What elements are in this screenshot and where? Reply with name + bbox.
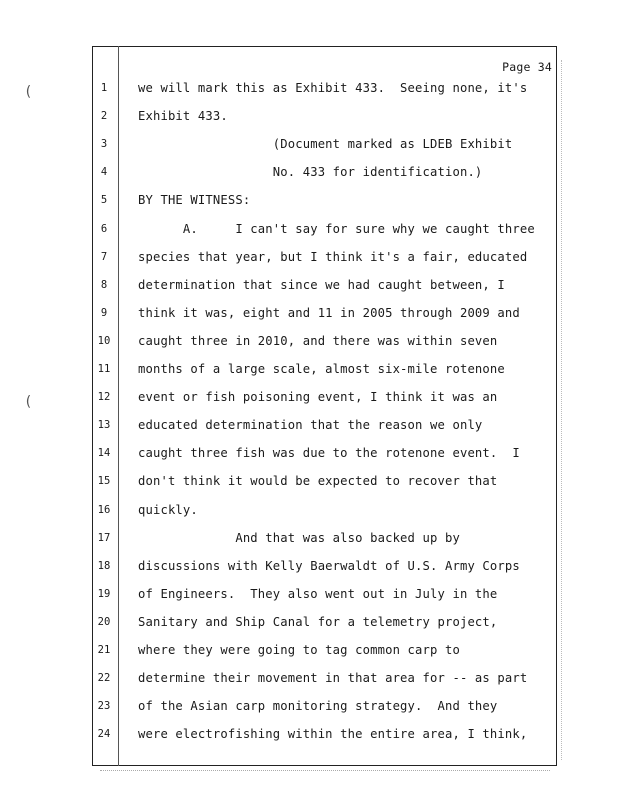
line-text: of the Asian carp monitoring strategy. And they	[138, 699, 498, 714]
line-number: 5	[100, 194, 108, 207]
line-text: educated determination that the reason we only	[138, 418, 483, 433]
transcript-line	[0, 473, 618, 493]
transcript-line	[0, 530, 618, 550]
line-number: 12	[97, 391, 111, 404]
transcript-line	[0, 417, 618, 437]
transcript-line	[0, 586, 618, 606]
line-text: Exhibit 433.	[138, 109, 228, 124]
scan-artifact-bottom	[100, 770, 550, 771]
line-number: 7	[100, 250, 108, 263]
line-number: 8	[100, 278, 108, 291]
line-text: caught three fish was due to the rotenone event. I	[138, 446, 520, 461]
line-number: 21	[97, 644, 111, 656]
transcript-line	[0, 221, 618, 241]
line-number: 16	[97, 503, 111, 516]
transcript-line	[0, 277, 618, 297]
transcript-line	[0, 642, 618, 662]
line-text: A. I can't say for sure why we caught three	[138, 221, 535, 236]
page-number: Page 34	[502, 60, 552, 74]
transcript-line	[0, 108, 618, 128]
line-text: don't think it would be expected to recover that	[138, 474, 498, 489]
line-number: 15	[97, 475, 111, 488]
line-text: discussions with Kelly Baerwaldt of U.S. Army Corps	[138, 558, 520, 573]
line-number: 24	[97, 728, 111, 741]
transcript-line	[0, 445, 618, 465]
line-text: months of a large scale, almost six-mile rotenone	[138, 362, 505, 376]
line-text: And that was also backed up by	[138, 530, 460, 545]
transcript-line	[0, 249, 618, 269]
line-text: BY THE WITNESS:	[138, 193, 251, 208]
line-number: 10	[97, 334, 111, 347]
line-number: 17	[97, 531, 111, 544]
transcript-line	[0, 305, 618, 325]
line-number: 14	[97, 447, 111, 460]
line-number: 9	[100, 306, 108, 319]
line-number: 11	[97, 363, 111, 375]
transcript-line	[0, 502, 618, 522]
line-number: 23	[97, 700, 111, 713]
line-text: caught three in 2010, and there was within seven	[138, 333, 498, 348]
line-text: quickly.	[138, 502, 198, 517]
line-text: event or fish poisoning event, I think it was an	[138, 390, 498, 405]
binding-hole-mark: (	[24, 84, 33, 100]
transcript-line	[0, 670, 618, 690]
line-number: 13	[97, 419, 111, 432]
line-text: where they were going to tag common carp to	[138, 643, 460, 657]
line-number: 22	[97, 672, 111, 685]
transcript-line	[0, 80, 618, 100]
line-number: 6	[100, 222, 108, 235]
transcript-line	[0, 361, 618, 381]
transcript-line	[0, 698, 618, 718]
transcript-line	[0, 136, 618, 156]
binding-hole-mark: (	[24, 394, 33, 410]
transcript-line	[0, 389, 618, 409]
line-text: determination that since we had caught between, I	[138, 277, 505, 292]
line-number: 19	[97, 587, 111, 600]
line-text: were electrofishing within the entire area, I think,	[138, 727, 528, 742]
line-number: 4	[100, 166, 108, 179]
line-text: (Document marked as LDEB Exhibit	[138, 137, 513, 152]
line-text: Sanitary and Ship Canal for a telemetry project,	[138, 614, 498, 629]
transcript-line	[0, 726, 618, 746]
line-text: we will mark this as Exhibit 433. Seeing none, it's	[138, 81, 528, 95]
transcript-line	[0, 164, 618, 184]
line-text: No. 433 for identification.)	[138, 165, 483, 180]
line-text: think it was, eight and 11 in 2005 through 2009 and	[138, 305, 520, 320]
line-number: 3	[100, 138, 108, 151]
line-number: 1	[100, 82, 108, 94]
line-number: 20	[97, 615, 111, 628]
line-number: 2	[100, 110, 108, 123]
line-text: of Engineers. They also went out in July in the	[138, 586, 498, 601]
transcript-line	[0, 333, 618, 353]
transcript-line	[0, 614, 618, 634]
line-text: determine their movement in that area for -- as part	[138, 671, 528, 686]
transcript-line	[0, 192, 618, 212]
line-text: species that year, but I think it's a fair, educated	[138, 249, 528, 264]
transcript-line	[0, 558, 618, 578]
line-number: 18	[97, 559, 111, 572]
